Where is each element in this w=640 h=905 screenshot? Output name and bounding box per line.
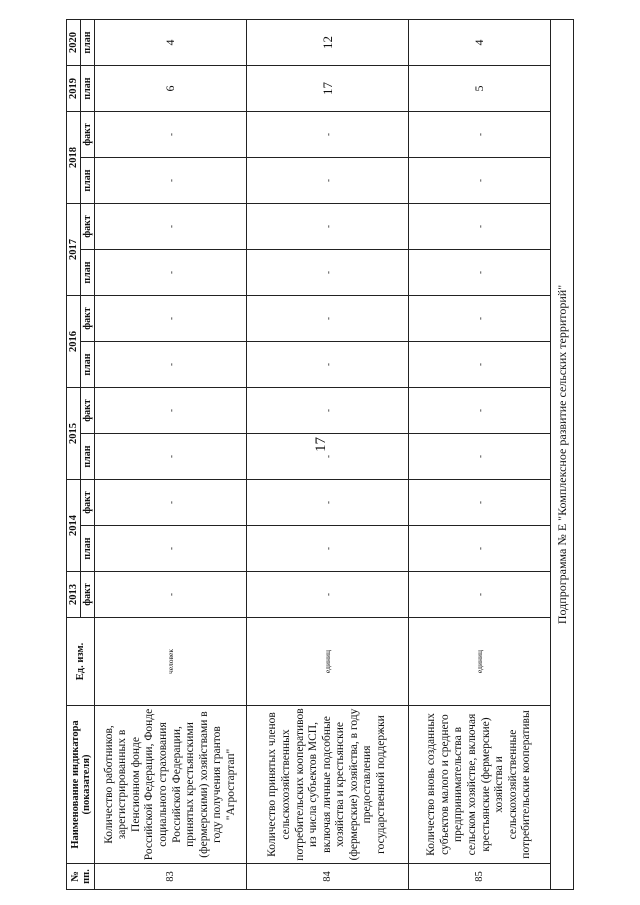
value-2014-plan: - (247, 526, 409, 572)
name-header: Наименование индикатора (показателя) (67, 706, 95, 864)
year-header-2013: 2013 (67, 572, 81, 618)
value-2016-fact: - (95, 296, 247, 342)
value-2016-fact: - (247, 296, 409, 342)
table-row (95, 20, 247, 890)
row-number: 83 (95, 864, 247, 890)
header-row-years (67, 20, 81, 890)
fact-header: факт (81, 572, 95, 618)
year-header-2019: 2019 (67, 66, 81, 112)
fact-header: факт (81, 204, 95, 250)
value-2020-plan: 4 (409, 20, 551, 66)
unit-header: Ед. изм. (67, 618, 95, 706)
page-number: 17 (313, 437, 329, 452)
subprogram-heading: Подпрограмма № Е "Комплексное развитие сельских территорий" (551, 20, 574, 890)
value-2017-plan: - (95, 250, 247, 296)
value-2019-plan: 6 (95, 66, 247, 112)
indicator-name: Количество принятых членов сельскохозяйственных потребительских кооперативов из числа субъектов МСП, включая личные подсобные хозяйства и крестьянские (фермерские) хозяйства, в году предоставления государственной поддержки (247, 706, 409, 864)
value-2015-plan: - (247, 434, 409, 480)
plan-header: план (81, 20, 95, 66)
value-2016-plan: - (247, 342, 409, 388)
value-2015-plan: - (95, 434, 247, 480)
value-2018-fact: - (409, 112, 551, 158)
num-header: № пп. (67, 864, 95, 890)
fact-header: факт (81, 296, 95, 342)
unit-value: человек (95, 618, 247, 706)
subprogram-row (551, 20, 574, 890)
value-2014-fact: - (409, 480, 551, 526)
indicator-table (66, 19, 574, 890)
value-2019-plan: 5 (409, 66, 551, 112)
value-2014-plan: - (409, 526, 551, 572)
fact-header: факт (81, 112, 95, 158)
indicator-sheet (66, 20, 568, 890)
plan-header: план (81, 526, 95, 572)
value-2015-plan: - (409, 434, 551, 480)
plan-header: план (81, 66, 95, 112)
value-2017-plan: - (409, 250, 551, 296)
indicator-name: Количество вновь созданных субъектов малого и среднего предпринимательства в сельском хозяйстве, включая крестьянские (фермерские) хозяйства и сельскохозяйственные потребительские кооперативы (409, 706, 551, 864)
year-header-2017: 2017 (67, 204, 81, 296)
table-row (247, 20, 409, 890)
unit-value: единиц (247, 618, 409, 706)
year-header-2020: 2020 (67, 20, 81, 66)
row-number: 85 (409, 864, 551, 890)
value-2020-plan: 4 (95, 20, 247, 66)
indicator-name: Количество работников, зарегистрированных в Пенсионном фонде Российской Федерации, Фонде социального страхования Российской Федерации, принятых крестьянскими (фермерскими) хозяйствами в году получения грантов "Агростартап" (95, 706, 247, 864)
table-row (409, 20, 551, 890)
plan-header: план (81, 434, 95, 480)
plan-header: план (81, 158, 95, 204)
value-2013-fact: - (247, 572, 409, 618)
value-2017-fact: - (247, 204, 409, 250)
value-2014-plan: - (95, 526, 247, 572)
value-2015-fact: - (247, 388, 409, 434)
value-2013-fact: - (409, 572, 551, 618)
value-2014-fact: - (247, 480, 409, 526)
year-header-2014: 2014 (67, 480, 81, 572)
value-2016-plan: - (95, 342, 247, 388)
value-2018-fact: - (247, 112, 409, 158)
value-2016-fact: - (409, 296, 551, 342)
value-2018-plan: - (247, 158, 409, 204)
value-2013-fact: - (95, 572, 247, 618)
value-2018-fact: - (95, 112, 247, 158)
value-2018-plan: - (95, 158, 247, 204)
plan-header: план (81, 250, 95, 296)
fact-header: факт (81, 388, 95, 434)
value-2017-fact: - (95, 204, 247, 250)
value-2015-fact: - (95, 388, 247, 434)
value-2016-plan: - (409, 342, 551, 388)
value-2015-fact: - (409, 388, 551, 434)
value-2019-plan: 17 (247, 66, 409, 112)
value-2017-plan: - (247, 250, 409, 296)
value-2020-plan: 12 (247, 20, 409, 66)
unit-value: единиц (409, 618, 551, 706)
plan-header: план (81, 342, 95, 388)
value-2014-fact: - (95, 480, 247, 526)
year-header-2016: 2016 (67, 296, 81, 388)
year-header-2018: 2018 (67, 112, 81, 204)
value-2017-fact: - (409, 204, 551, 250)
row-number: 84 (247, 864, 409, 890)
value-2018-plan: - (409, 158, 551, 204)
fact-header: факт (81, 480, 95, 526)
year-header-2015: 2015 (67, 388, 81, 480)
